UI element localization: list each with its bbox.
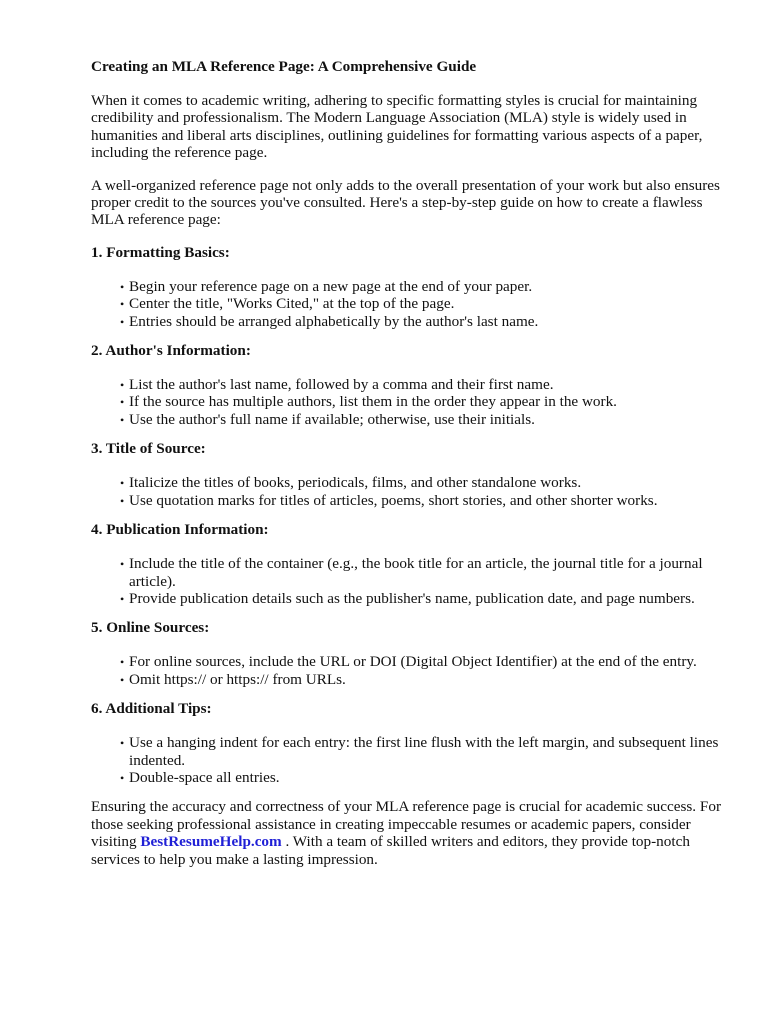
- list-item: • For online sources, include the URL or DOI (Digital Object Identifier) at the end of the entry.: [120, 653, 697, 671]
- closing-paragraph: Ensuring the accuracy and correctness of your MLA reference page is crucial for academic success. For those seeking professional assistance in creating impeccable resumes or academic papers, consider visiting BestResumeHelp.com . With a team of skilled writers and editors, they provide top-notch services to help you make a lasting impression.: [91, 798, 721, 868]
- bestresumehelp-link[interactable]: BestResumeHelp.com: [140, 833, 282, 851]
- list-item: • Italicize the titles of books, periodicals, films, and other standalone works.: [120, 474, 582, 492]
- section-heading-online-sources: 5. Online Sources:: [91, 619, 210, 637]
- list-item: • If the source has multiple authors, list them in the order they appear in the work.: [120, 393, 617, 411]
- section-list-formatting-basics: [91, 278, 721, 330]
- section-list-publication-information: [91, 555, 721, 607]
- list-item: • Begin your reference page on a new page at the end of your paper.: [120, 277, 533, 295]
- bullet-icon: •: [120, 476, 125, 491]
- list-item: • Omit https:// or https:// from URLs.: [120, 670, 346, 688]
- list-item: • List the author's last name, followed by a comma and their first name.: [120, 376, 554, 394]
- list-item: • Include the title of the container (e.g., the book title for an article, the journal title for a journal article).: [120, 555, 703, 590]
- bullet-icon: •: [120, 655, 125, 670]
- bullet-icon: •: [120, 297, 125, 312]
- bullet-icon: •: [120, 493, 125, 508]
- bullet-icon: •: [120, 770, 125, 785]
- bullet-icon: •: [120, 412, 125, 427]
- list-item: • Use a hanging indent for each entry: the first line flush with the left margin, and subsequent lines indented.: [120, 734, 719, 769]
- list-item: • Use the author's full name if available; otherwise, use their initials.: [120, 410, 535, 428]
- section-list-title-of-source: [91, 474, 721, 509]
- list-item: • Use quotation marks for titles of articles, poems, short stories, and other shorter works.: [120, 491, 658, 509]
- bullet-icon: •: [120, 279, 125, 294]
- section-heading-publication-information: 4. Publication Information:: [91, 521, 269, 539]
- list-item: • Center the title, "Works Cited," at the top of the page.: [120, 295, 455, 313]
- intro-paragraph-2: A well-organized reference page not only adds to the overall presentation of your work but also ensures proper credit to the sources you've consulted. Here's a step-by-step guide on how to create a flawless MLA reference page:: [91, 176, 720, 229]
- section-heading-title-of-source: 3. Title of Source:: [91, 440, 206, 458]
- section-list-authors-information: [91, 376, 721, 428]
- intro-paragraph-1: When it comes to academic writing, adhering to specific formatting styles is crucial for maintaining credibility and professionalism. The Modern Language Association (MLA) style is widely used in humanities and liberal arts disciplines, outlining guidelines for formatting various aspects of a paper, including the reference page.: [91, 92, 703, 162]
- section-heading-additional-tips: 6. Additional Tips:: [91, 700, 212, 718]
- document-page: [91, 57, 721, 883]
- list-item: • Provide publication details such as the publisher's name, publication date, and page numbers.: [120, 589, 695, 607]
- section-list-additional-tips: [91, 734, 721, 786]
- section-heading-authors-information: 2. Author's Information:: [91, 342, 251, 360]
- section-heading-formatting-basics: 1. Formatting Basics:: [91, 243, 230, 261]
- bullet-icon: •: [120, 557, 125, 572]
- bullet-icon: •: [120, 672, 125, 687]
- bullet-icon: •: [120, 314, 125, 329]
- bullet-icon: •: [120, 736, 125, 751]
- bullet-icon: •: [120, 591, 125, 606]
- list-item: • Entries should be arranged alphabetically by the author's last name.: [120, 312, 539, 330]
- section-list-online-sources: [91, 653, 721, 688]
- list-item: • Double-space all entries.: [120, 768, 280, 786]
- document-title: Creating an MLA Reference Page: A Comprehensive Guide: [91, 58, 477, 75]
- bullet-icon: •: [120, 395, 125, 410]
- bullet-icon: •: [120, 378, 125, 393]
